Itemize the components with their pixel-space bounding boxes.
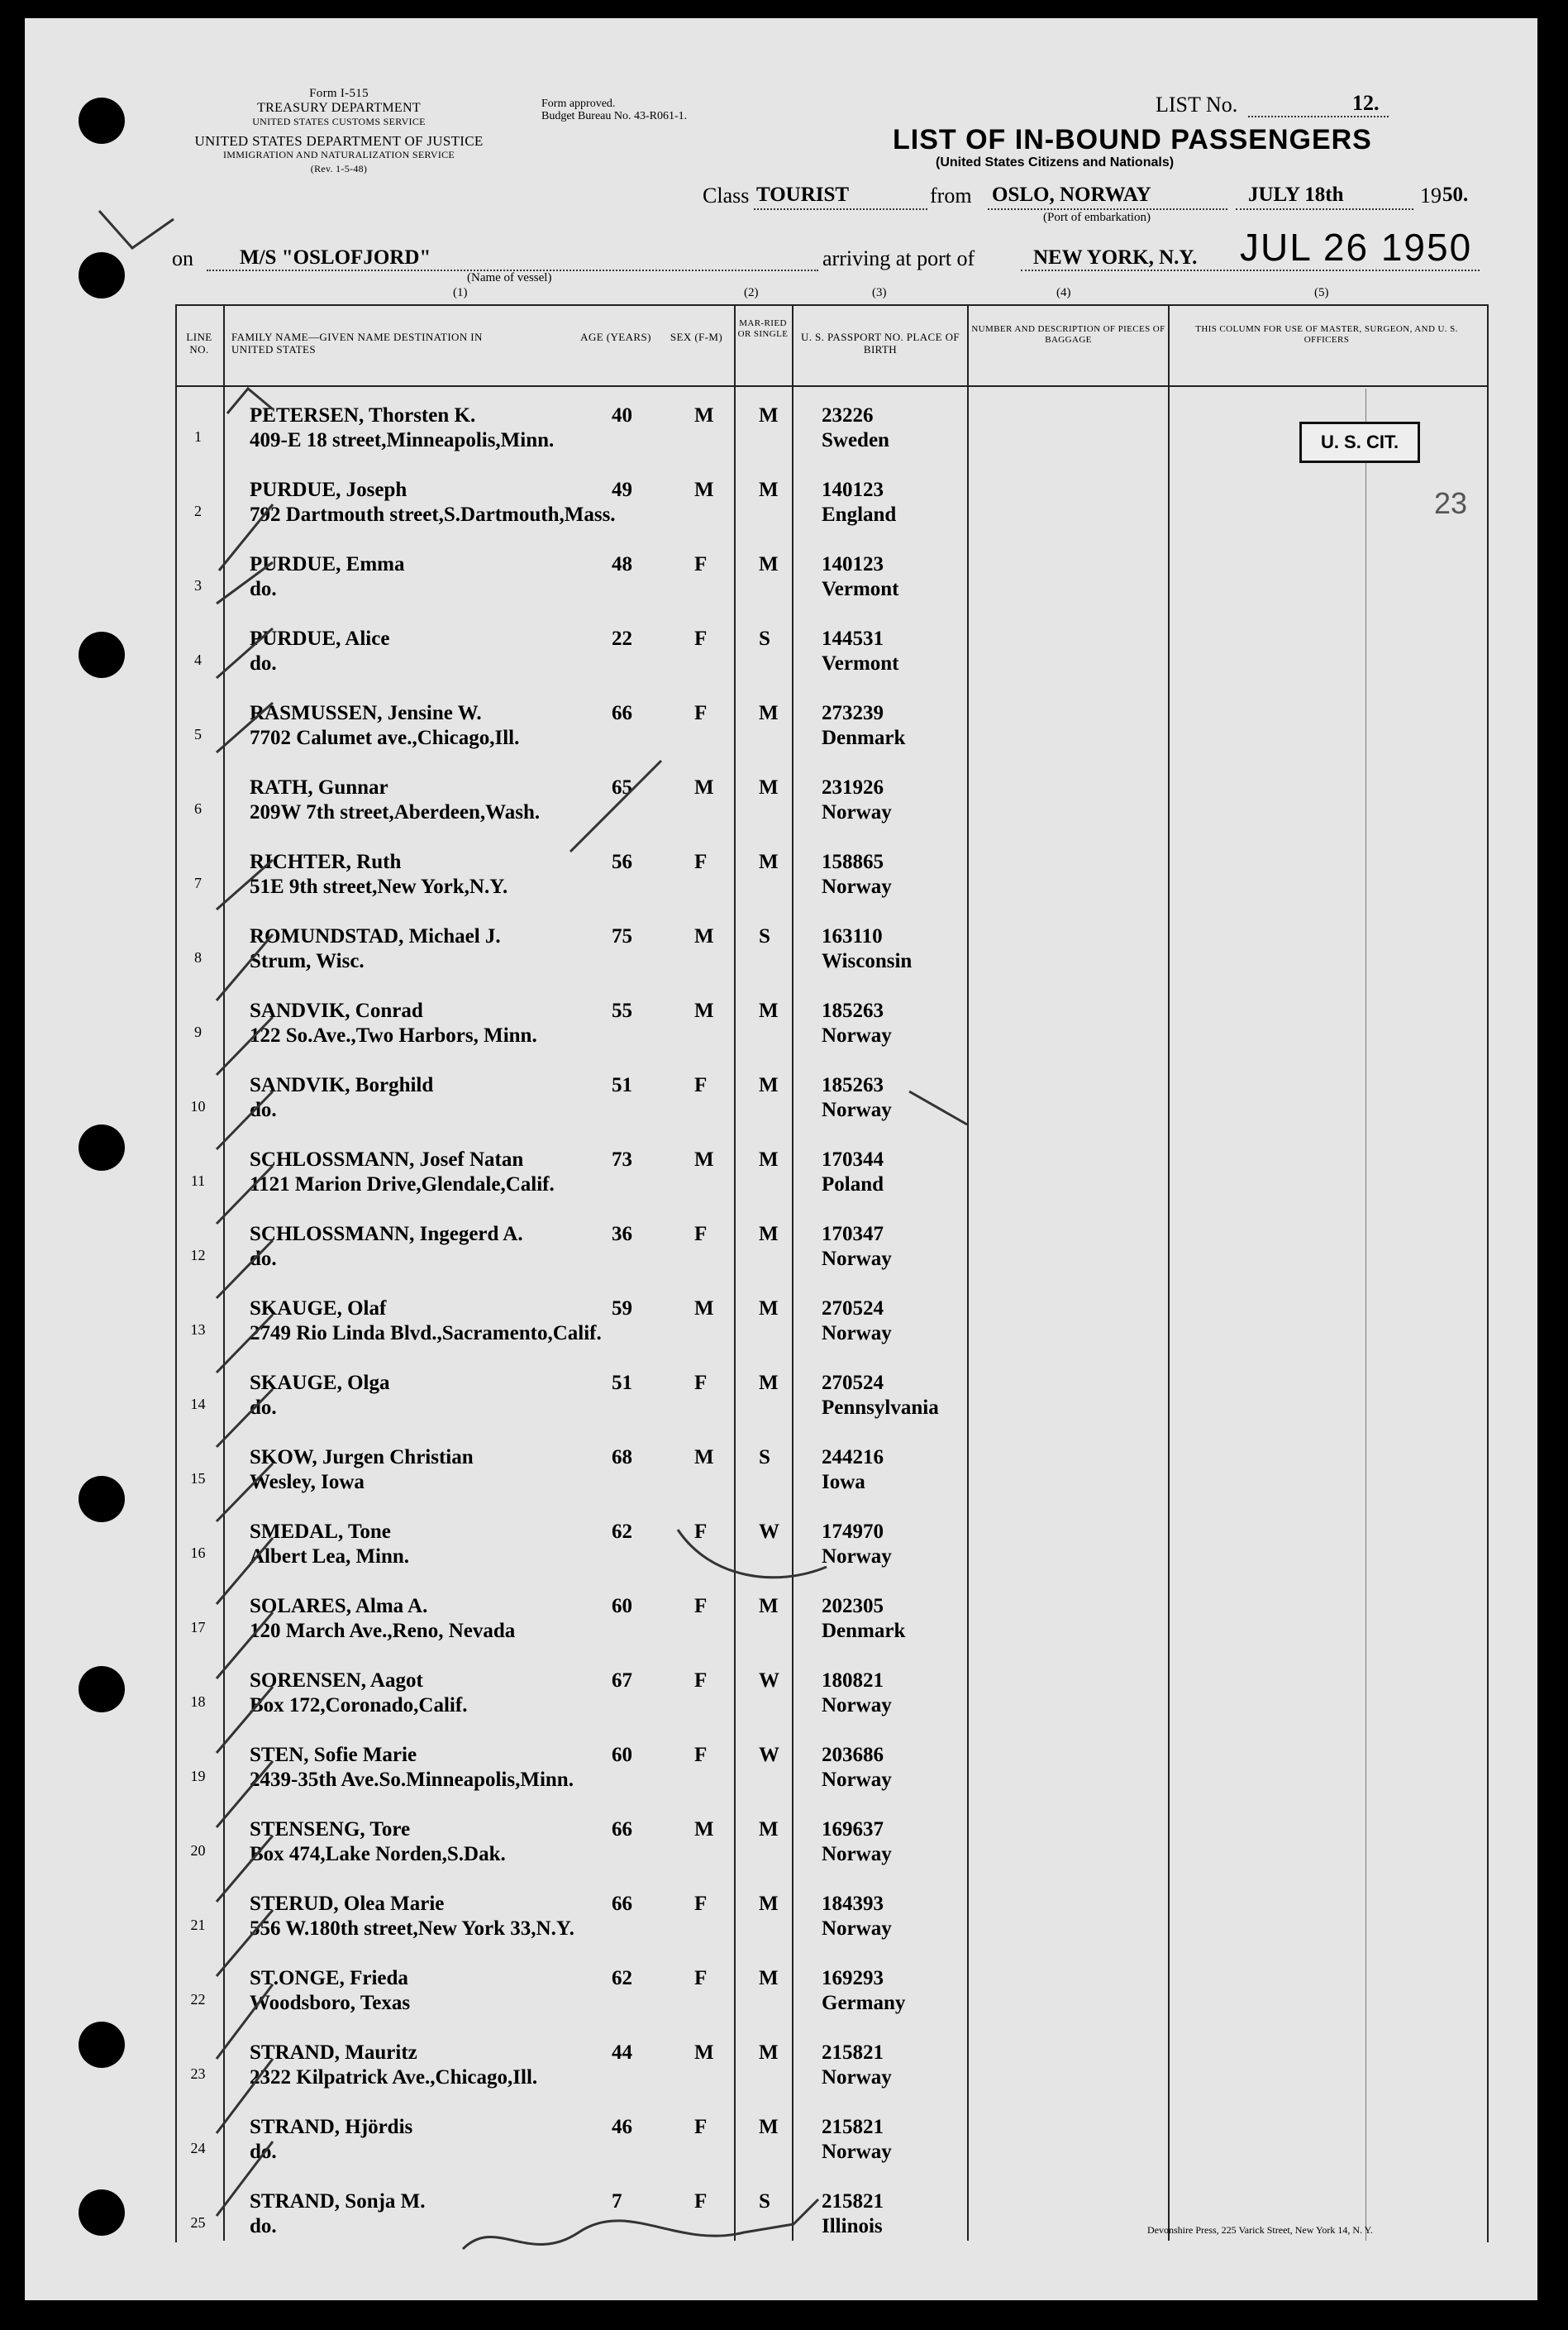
place-of-birth: Norway [822, 2141, 892, 2163]
line-number: 13 [190, 1321, 206, 1338]
passport-number: 270524 [822, 1297, 884, 1320]
passenger-marital-status: M [759, 1000, 779, 1022]
passenger-marital-status: S [759, 925, 770, 948]
passport-number: 203686 [822, 1744, 884, 1766]
passenger-sex: M [694, 925, 714, 948]
passport-number: 231926 [822, 776, 884, 799]
passport-number: 170344 [822, 1148, 884, 1171]
check-mark [217, 1612, 273, 1678]
line-number: 15 [190, 1470, 206, 1487]
passenger-destination: Albert Lea, Minn. [250, 1545, 410, 1568]
passenger-age: 51 [612, 1372, 632, 1394]
passenger-name: ST.ONGE, Frieda [250, 1967, 408, 1989]
check-mark [217, 628, 273, 678]
place-of-birth: Iowa [822, 1471, 865, 1493]
passport-number: 140123 [822, 553, 884, 575]
passenger-age: 66 [612, 1818, 632, 1841]
passenger-destination: 1121 Marion Drive,Glendale,Calif. [250, 1173, 555, 1196]
col-header-sex: SEX (F-M) [670, 331, 723, 343]
passenger-sex: M [694, 479, 714, 501]
line-number: 21 [190, 1917, 206, 1933]
margin-mark [99, 211, 174, 248]
passenger-marital-status: M [759, 1223, 779, 1245]
check-mark [227, 389, 273, 413]
passenger-marital-status: M [759, 1967, 779, 1989]
passenger-destination: Wesley, Iowa [250, 1471, 365, 1493]
passenger-name: SKAUGE, Olaf [250, 1297, 387, 1320]
place-of-birth: England [822, 504, 897, 526]
line-number: 12 [190, 1247, 206, 1263]
passenger-age: 60 [612, 1744, 632, 1766]
passenger-sex: F [694, 1521, 708, 1543]
check-mark [217, 2059, 273, 2133]
place-of-birth: Pennsylvania [822, 1397, 939, 1419]
passenger-destination: do. [250, 2141, 277, 2163]
passenger-age: 66 [612, 1893, 632, 1915]
passenger-marital-status: M [759, 479, 779, 501]
passenger-marital-status: M [759, 1297, 779, 1320]
passenger-marital-status: M [759, 776, 779, 799]
col-header-married: MAR-RIED OR SINGLE [737, 318, 789, 339]
check-mark [217, 703, 273, 752]
line-number: 22 [190, 1991, 206, 2008]
list-no-value: 12. [1352, 91, 1380, 115]
passenger-name: STRAND, Sonja M. [250, 2190, 426, 2213]
list-no-label: LIST No. [1156, 93, 1238, 117]
place-of-birth: Norway [822, 1917, 892, 1940]
class-value: TOURIST [756, 184, 850, 206]
passenger-marital-status: W [759, 1521, 779, 1543]
passenger-name: SMEDAL, Tone [250, 1521, 391, 1543]
place-of-birth: Denmark [822, 727, 906, 749]
passenger-age: 73 [612, 1148, 632, 1171]
place-of-birth: Norway [822, 1248, 892, 1270]
passenger-age: 62 [612, 1521, 632, 1543]
passenger-name: PETERSEN, Thorsten K. [250, 404, 476, 427]
place-of-birth: Germany [822, 1992, 906, 2014]
passenger-sex: F [694, 1744, 708, 1766]
passenger-name: RICHTER, Ruth [250, 851, 402, 873]
passenger-destination: do. [250, 1397, 277, 1419]
vessel-value: M/S "OSLOFJORD" [240, 246, 431, 269]
line-number: 2 [194, 503, 202, 519]
passenger-name: PURDUE, Alice [250, 628, 390, 650]
passport-number: 169293 [822, 1967, 884, 1989]
passport-number: 215821 [822, 2116, 884, 2138]
passenger-marital-status: W [759, 1669, 779, 1692]
place-of-birth: Poland [822, 1173, 884, 1196]
passenger-sex: M [694, 776, 714, 799]
passenger-age: 49 [612, 479, 632, 501]
passenger-destination: 792 Dartmouth street,S.Dartmouth,Mass. [250, 504, 616, 526]
line-number: 1 [194, 428, 202, 445]
passenger-destination: Woodsboro, Texas [250, 1992, 411, 2014]
passenger-age: 67 [612, 1669, 632, 1692]
passenger-marital-status: M [759, 1595, 779, 1617]
passenger-destination: Box 474,Lake Norden,S.Dak. [250, 1843, 506, 1865]
passenger-marital-status: S [759, 628, 770, 650]
line-number: 24 [190, 2140, 206, 2156]
passenger-age: 51 [612, 1074, 632, 1096]
line-number: 23 [190, 2065, 206, 2082]
check-mark [217, 1836, 273, 1902]
passenger-age: 36 [612, 1223, 632, 1245]
passenger-name: STEN, Sofie Marie [250, 1744, 417, 1766]
form-line: (Rev. 1-5-48) [310, 163, 368, 174]
col-header-officers: THIS COLUMN FOR USE OF MASTER, SURGEON, AND U. S. OFFICERS [1195, 324, 1458, 345]
passenger-sex: M [694, 1818, 714, 1841]
form-line: UNITED STATES DEPARTMENT OF JUSTICE [194, 133, 484, 149]
passenger-age: 48 [612, 553, 632, 575]
passenger-name: SCHLOSSMANN, Ingegerd A. [250, 1223, 523, 1245]
passenger-marital-status: M [759, 553, 779, 575]
col-num-4: (4) [1056, 286, 1071, 299]
passenger-sex: F [694, 2116, 708, 2138]
place-of-birth: Norway [822, 1024, 892, 1047]
line-number: 11 [190, 1172, 206, 1189]
place-of-birth: Norway [822, 1322, 892, 1344]
passenger-marital-status: M [759, 1372, 779, 1394]
line-number: 25 [190, 2214, 206, 2231]
place-of-birth: Norway [822, 876, 892, 898]
col-num-1: (1) [453, 286, 468, 299]
passenger-destination: 2322 Kilpatrick Ave.,Chicago,Ill. [250, 2066, 538, 2089]
passport-number: 185263 [822, 1074, 884, 1096]
passport-number: 215821 [822, 2190, 884, 2213]
check-mark [217, 934, 273, 1000]
passenger-sex: F [694, 2190, 708, 2213]
passport-number: 185263 [822, 1000, 884, 1022]
place-of-birth: Norway [822, 1099, 892, 1121]
line-number: 18 [190, 1693, 206, 1710]
passenger-sex: M [694, 404, 714, 427]
place-of-birth: Sweden [822, 429, 889, 451]
col-header-baggage: NUMBER AND DESCRIPTION OF PIECES OF BAGGAGE [971, 324, 1165, 345]
page-title: LIST OF IN-BOUND PASSENGERS [893, 124, 1372, 155]
check-mark [217, 1166, 273, 1224]
year-value: 50. [1442, 184, 1469, 206]
line-number: 3 [194, 577, 202, 594]
vessel-caption: (Name of vessel) [467, 271, 552, 284]
col-num-5: (5) [1314, 286, 1329, 299]
passenger-destination: do. [250, 652, 277, 675]
form-line: Form I-515 [309, 87, 369, 100]
check-mark [217, 2141, 273, 2216]
passenger-name: SORENSEN, Aagot [250, 1669, 423, 1692]
col-num-3: (3) [872, 286, 887, 299]
passenger-sex: F [694, 1595, 708, 1617]
line-number: 9 [194, 1024, 202, 1040]
place-of-birth: Denmark [822, 1620, 906, 1642]
passport-number: 270524 [822, 1372, 884, 1394]
passenger-age: 46 [612, 2116, 632, 2138]
passenger-destination: 2749 Rio Linda Blvd.,Sacramento,Calif. [250, 1322, 602, 1344]
passenger-destination: do. [250, 578, 277, 600]
passenger-sex: M [694, 1297, 714, 1320]
place-of-birth: Norway [822, 1545, 892, 1568]
line-number: 10 [190, 1098, 206, 1115]
us-citizen-stamp: U. S. CIT. [1299, 422, 1420, 463]
passenger-name: RATH, Gunnar [250, 776, 388, 799]
passenger-sex: F [694, 702, 708, 724]
form-approved-line: Form approved. [541, 98, 616, 110]
passenger-destination: do. [250, 1099, 277, 1121]
passport-number: 144531 [822, 628, 884, 650]
passenger-age: 40 [612, 404, 632, 427]
check-mark [219, 504, 273, 571]
passenger-age: 56 [612, 851, 632, 873]
passenger-name: SANDVIK, Borghild [250, 1074, 434, 1096]
from-value: OSLO, NORWAY [992, 184, 1151, 206]
passenger-destination: 556 W.180th street,New York 33,N.Y. [250, 1917, 574, 1940]
passport-number: 158865 [822, 851, 884, 873]
check-mark [217, 1315, 273, 1373]
check-marks [99, 211, 967, 2249]
place-of-birth: Norway [822, 1769, 892, 1791]
passenger-marital-status: M [759, 702, 779, 724]
date-value: JULY 18th [1248, 184, 1344, 206]
passenger-sex: M [694, 1446, 714, 1468]
on-label: on [172, 246, 193, 270]
col-header-age: AGE (YEARS) [580, 331, 651, 343]
line-number: 16 [190, 1545, 206, 1561]
line-number: 19 [190, 1768, 206, 1784]
passenger-sex: F [694, 1893, 708, 1915]
printer-footer: Devonshire Press, 225 Varick Street, New York 14, N. Y. [1147, 2224, 1373, 2236]
check-mark [909, 1091, 967, 1124]
passport-number: 140123 [822, 479, 884, 501]
check-mark [217, 1538, 273, 1604]
passenger-marital-status: M [759, 851, 779, 873]
passenger-sex: F [694, 628, 708, 650]
col-header-passport: U. S. PASSPORT NO. PLACE OF BIRTH [800, 331, 960, 356]
check-mark [217, 1687, 273, 1753]
check-mark [217, 1091, 273, 1149]
passport-number: 202305 [822, 1595, 884, 1617]
passenger-age: 7 [612, 2190, 622, 2213]
passenger-destination: 2439-35th Ave.So.Minneapolis,Minn. [250, 1769, 574, 1791]
col-header-name: FAMILY NAME—GIVEN NAME DESTINATION IN UNITED STATES [231, 331, 483, 356]
passenger-destination: 122 So.Ave.,Two Harbors, Minn. [250, 1024, 537, 1047]
class-label: Class [703, 184, 750, 208]
passenger-marital-status: M [759, 1074, 779, 1096]
signature-mark [463, 2199, 818, 2249]
passenger-marital-status: M [759, 1148, 779, 1171]
passenger-age: 75 [612, 925, 632, 948]
passenger-marital-status: M [759, 404, 779, 427]
passenger-name: PURDUE, Joseph [250, 479, 407, 501]
passenger-name: STERUD, Olea Marie [250, 1893, 445, 1915]
line-number: 14 [190, 1396, 206, 1412]
passenger-sex: F [694, 553, 708, 575]
passenger-marital-status: M [759, 1818, 779, 1841]
check-mark [217, 1984, 273, 2059]
passport-number: 163110 [822, 925, 883, 948]
passenger-sex: F [694, 1669, 708, 1692]
passport-number: 244216 [822, 1446, 884, 1468]
check-mark [217, 1463, 273, 1521]
passport-number: 180821 [822, 1669, 884, 1692]
port-caption: (Port of embarkation) [1043, 211, 1151, 224]
passenger-marital-status: S [759, 1446, 770, 1468]
passenger-name: STRAND, Mauritz [250, 2041, 417, 2064]
check-mark [570, 761, 661, 852]
check-mark [217, 1240, 273, 1298]
budget-bureau-line: Budget Bureau No. 43-R061-1. [541, 110, 688, 122]
passenger-marital-status: M [759, 2116, 779, 2138]
line-number: 4 [194, 652, 202, 668]
passenger-destination: Box 172,Coronado,Calif. [250, 1694, 468, 1716]
check-mark [217, 860, 273, 910]
form-line: TREASURY DEPARTMENT [257, 101, 421, 115]
passenger-sex: F [694, 851, 708, 873]
check-mark [217, 1389, 273, 1447]
line-number: 7 [194, 875, 202, 891]
col-header-line: LINE NO. [186, 331, 212, 356]
passenger-age: 68 [612, 1446, 632, 1468]
from-label: from [930, 184, 972, 208]
passenger-destination: do. [250, 1248, 277, 1270]
passenger-age: 65 [612, 776, 632, 799]
check-mark [217, 1910, 273, 1976]
passenger-sex: F [694, 1223, 708, 1245]
passenger-sex: M [694, 1000, 714, 1022]
passenger-age: 22 [612, 628, 632, 650]
line-number: 17 [190, 1619, 206, 1635]
line-number: 20 [190, 1842, 206, 1859]
passenger-destination: do. [250, 2215, 277, 2237]
passenger-marital-status: S [759, 2190, 770, 2213]
passenger-name: SOLARES, Alma A. [250, 1595, 428, 1617]
passenger-sex: M [694, 2041, 714, 2064]
form-line: UNITED STATES CUSTOMS SERVICE [252, 116, 426, 127]
place-of-birth: Wisconsin [822, 950, 913, 972]
place-of-birth: Illinois [822, 2215, 883, 2237]
passenger-destination: Strum, Wisc. [250, 950, 365, 972]
passenger-marital-status: M [759, 2041, 779, 2064]
passenger-name: PURDUE, Emma [250, 553, 405, 575]
place-of-birth: Norway [822, 801, 892, 824]
passenger-destination: 120 March Ave.,Reno, Nevada [250, 1620, 516, 1642]
line-number: 8 [194, 949, 202, 966]
passenger-name: SKOW, Jurgen Christian [250, 1446, 474, 1468]
year-prefix: 19 [1420, 184, 1442, 208]
place-of-birth: Norway [822, 1694, 892, 1716]
passport-number: 23226 [822, 404, 874, 427]
arriving-label: arriving at port of [822, 246, 975, 270]
place-of-birth: Vermont [822, 652, 899, 675]
passenger-sex: F [694, 1967, 708, 1989]
passenger-age: 55 [612, 1000, 632, 1022]
passenger-sex: F [694, 1074, 708, 1096]
place-of-birth: Norway [822, 2066, 892, 2089]
passenger-marital-status: W [759, 1744, 779, 1766]
passenger-name: RASMUSSEN, Jensine W. [250, 702, 482, 724]
passport-number: 215821 [822, 2041, 884, 2064]
place-of-birth: Norway [822, 1843, 892, 1865]
passenger-name: SKAUGE, Olga [250, 1372, 390, 1394]
passenger-sex: M [694, 1148, 714, 1171]
form-line: IMMIGRATION AND NATURALIZATION SERVICE [222, 149, 455, 160]
check-mark [217, 562, 273, 604]
arrival-port-value: NEW YORK, N.Y. [1033, 246, 1198, 269]
col-num-2: (2) [744, 286, 759, 299]
passenger-destination: 409-E 18 street,Minneapolis,Minn. [250, 429, 555, 451]
line-number: 5 [194, 726, 202, 742]
passenger-age: 66 [612, 702, 632, 724]
passenger-age: 59 [612, 1297, 632, 1320]
passport-number: 273239 [822, 702, 884, 724]
passport-number: 174970 [822, 1521, 884, 1543]
arrival-date-stamp: JUL 26 1950 [1240, 226, 1473, 269]
passenger-sex: F [694, 1372, 708, 1394]
passenger-name: STENSENG, Tore [250, 1818, 411, 1841]
passport-number: 169637 [822, 1818, 884, 1841]
passport-number: 170347 [822, 1223, 884, 1245]
passenger-age: 62 [612, 1967, 632, 1989]
line-number: 6 [194, 800, 202, 817]
place-of-birth: Vermont [822, 578, 899, 600]
passenger-age: 60 [612, 1595, 632, 1617]
passenger-destination: 7702 Calumet ave.,Chicago,Ill. [250, 727, 520, 749]
passenger-name: ROMUNDSTAD, Michael J. [250, 925, 501, 948]
circle-mark [678, 1530, 827, 1578]
passport-number: 184393 [822, 1893, 884, 1915]
handwritten-number: 23 [1434, 486, 1468, 520]
page-subtitle: (United States Citizens and Nationals) [936, 155, 1175, 169]
passenger-name: SCHLOSSMANN, Josef Natan [250, 1148, 524, 1171]
passenger-age: 44 [612, 2041, 632, 2064]
check-mark [217, 1017, 273, 1075]
passenger-destination: 51E 9th street,New York,N.Y. [250, 876, 508, 898]
passenger-destination: 209W 7th street,Aberdeen,Wash. [250, 801, 541, 824]
passenger-name: SANDVIK, Conrad [250, 1000, 423, 1022]
passenger-name: STRAND, Hjördis [250, 2116, 413, 2138]
passenger-marital-status: M [759, 1893, 779, 1915]
check-mark [217, 1761, 273, 1827]
